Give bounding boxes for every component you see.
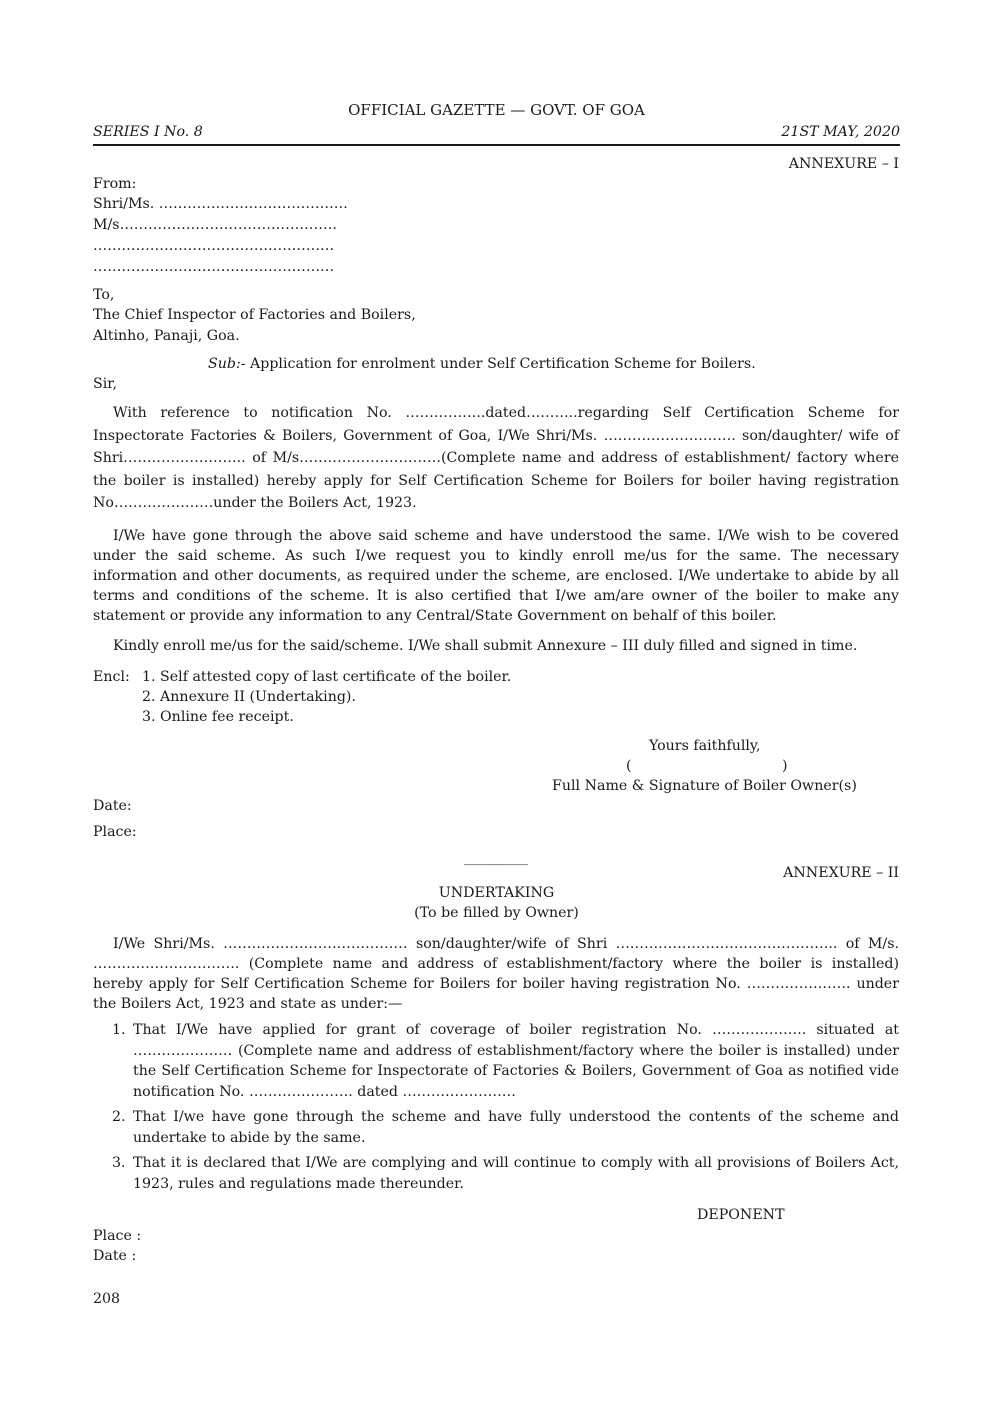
from-line: ……………………………………………: [93, 238, 335, 254]
place-label: Place:: [93, 824, 137, 840]
list-item-text: That it is declared that I/We are complying and will continue to comply with all provisions of Boilers Act, 1923, rules and regulations made thereunder.: [133, 1155, 899, 1192]
enclosure-item: 1. Self attested copy of last certificate of the boiler.: [142, 669, 512, 685]
annexure-1-label: ANNEXURE – I: [788, 156, 899, 172]
enclosure-item: 3. Online fee receipt.: [142, 709, 294, 725]
page-number: 208: [93, 1291, 121, 1307]
list-item: [93, 1107, 899, 1148]
undertaking-list: [93, 1020, 899, 1199]
signature-close-bracket: ): [782, 758, 788, 774]
date-label: Date:: [93, 798, 132, 814]
gazette-title: OFFICIAL GAZETTE — GOVT. OF GOA: [348, 101, 645, 119]
list-item-number: 1.: [112, 1022, 126, 1038]
list-item: [93, 1153, 899, 1194]
subject-text: Application for enrolment under Self Certification Scheme for Boilers.: [245, 356, 756, 372]
date-label: Date :: [93, 1248, 137, 1264]
list-item: [93, 1020, 899, 1102]
undertaking-title: UNDERTAKING: [438, 885, 555, 901]
place-label: Place :: [93, 1228, 142, 1244]
to-line: Altinho, Panaji, Goa.: [93, 328, 240, 344]
signature-open-bracket: (: [626, 758, 632, 774]
from-line: Shri/Ms. ………………………………….: [93, 196, 348, 212]
section-separator: _________: [464, 850, 528, 866]
undertaking-subtitle: (To be filled by Owner): [414, 905, 579, 921]
enclosure-item: 2. Annexure II (Undertaking).: [142, 689, 356, 705]
paragraph-enroll-request: Kindly enroll me/us for the said/scheme. I/We shall submit Annexure – III duly filled and signed in time.: [113, 638, 858, 654]
subject-line: [208, 356, 756, 372]
header-rule: [93, 144, 900, 146]
from-line: ……………………………………………: [93, 259, 335, 275]
subject-label: Sub:-: [208, 356, 246, 372]
from-line: From:: [93, 176, 137, 192]
series-number: SERIES I No. 8: [93, 124, 203, 140]
enclosures-label: Encl:: [93, 669, 130, 685]
paragraph-reference: With reference to notification No. ……………..dated………..regarding Self Certification Scheme for Inspectorate Factories & Boilers, Government of Goa, I/We Shri/Ms. ………………………. son/daughter/ wife of Shri…………………….. of M/s…………………………(Complete name and address of establishment/ factory where the boiler is installed) hereby apply for Self Certification Scheme for Boilers for boiler having registration No…………………under the Boilers Act, 1923.: [93, 405, 899, 511]
signature-caption: Full Name & Signature of Boiler Owner(s): [552, 778, 857, 794]
to-line: To,: [93, 287, 115, 303]
salutation: Sir,: [93, 376, 117, 392]
annexure-2-label: ANNEXURE – II: [783, 865, 899, 881]
list-item-text: That I/We have applied for grant of coverage of boiler registration No. ……………….. situated at ………………… (Complete name and address of establishment/factory where the boiler is installed) under the Self Certification Scheme for Inspectorate of Factories & Boilers, Government of Goa as notified vide notification No. …………………. dated ……………………: [133, 1022, 899, 1100]
list-item-number: 2.: [112, 1109, 126, 1125]
paragraph-declaration: I/We have gone through the above said scheme and have understood the same. I/We wish to be covered under the said scheme. As such I/we request you to kindly enroll me/us for the same. The necessary information and other documents, as required under the scheme, are enclosed. I/We undertake to abide by all terms and conditions of the scheme. It is also certified that I/we am/are owner of the boiler to make any statement or provide any information to any Central/State Government on behalf of this boiler.: [93, 528, 899, 624]
to-line: The Chief Inspector of Factories and Boilers,: [93, 307, 416, 323]
from-line: M/s……………………………………….: [93, 217, 337, 233]
deponent-label: DEPONENT: [697, 1207, 785, 1223]
closing-salutation: Yours faithfully,: [649, 738, 761, 754]
undertaking-intro: I/We Shri/Ms. ………………………………… son/daughter/wife of Shri ……………………………………….. of M/s. …………………………. (Complete name and address of establishment/factory where the boiler is installed) hereby apply for Self Certification Scheme for Boilers for boiler having registration No. …………………. under the Boilers Act, 1923 and state as under:—: [93, 936, 899, 1012]
list-item-text: That I/we have gone through the scheme and have fully understood the contents of the scheme and undertake to abide by the same.: [133, 1109, 899, 1146]
list-item-number: 3.: [112, 1155, 126, 1171]
gazette-date: 21ST MAY, 2020: [781, 124, 900, 140]
